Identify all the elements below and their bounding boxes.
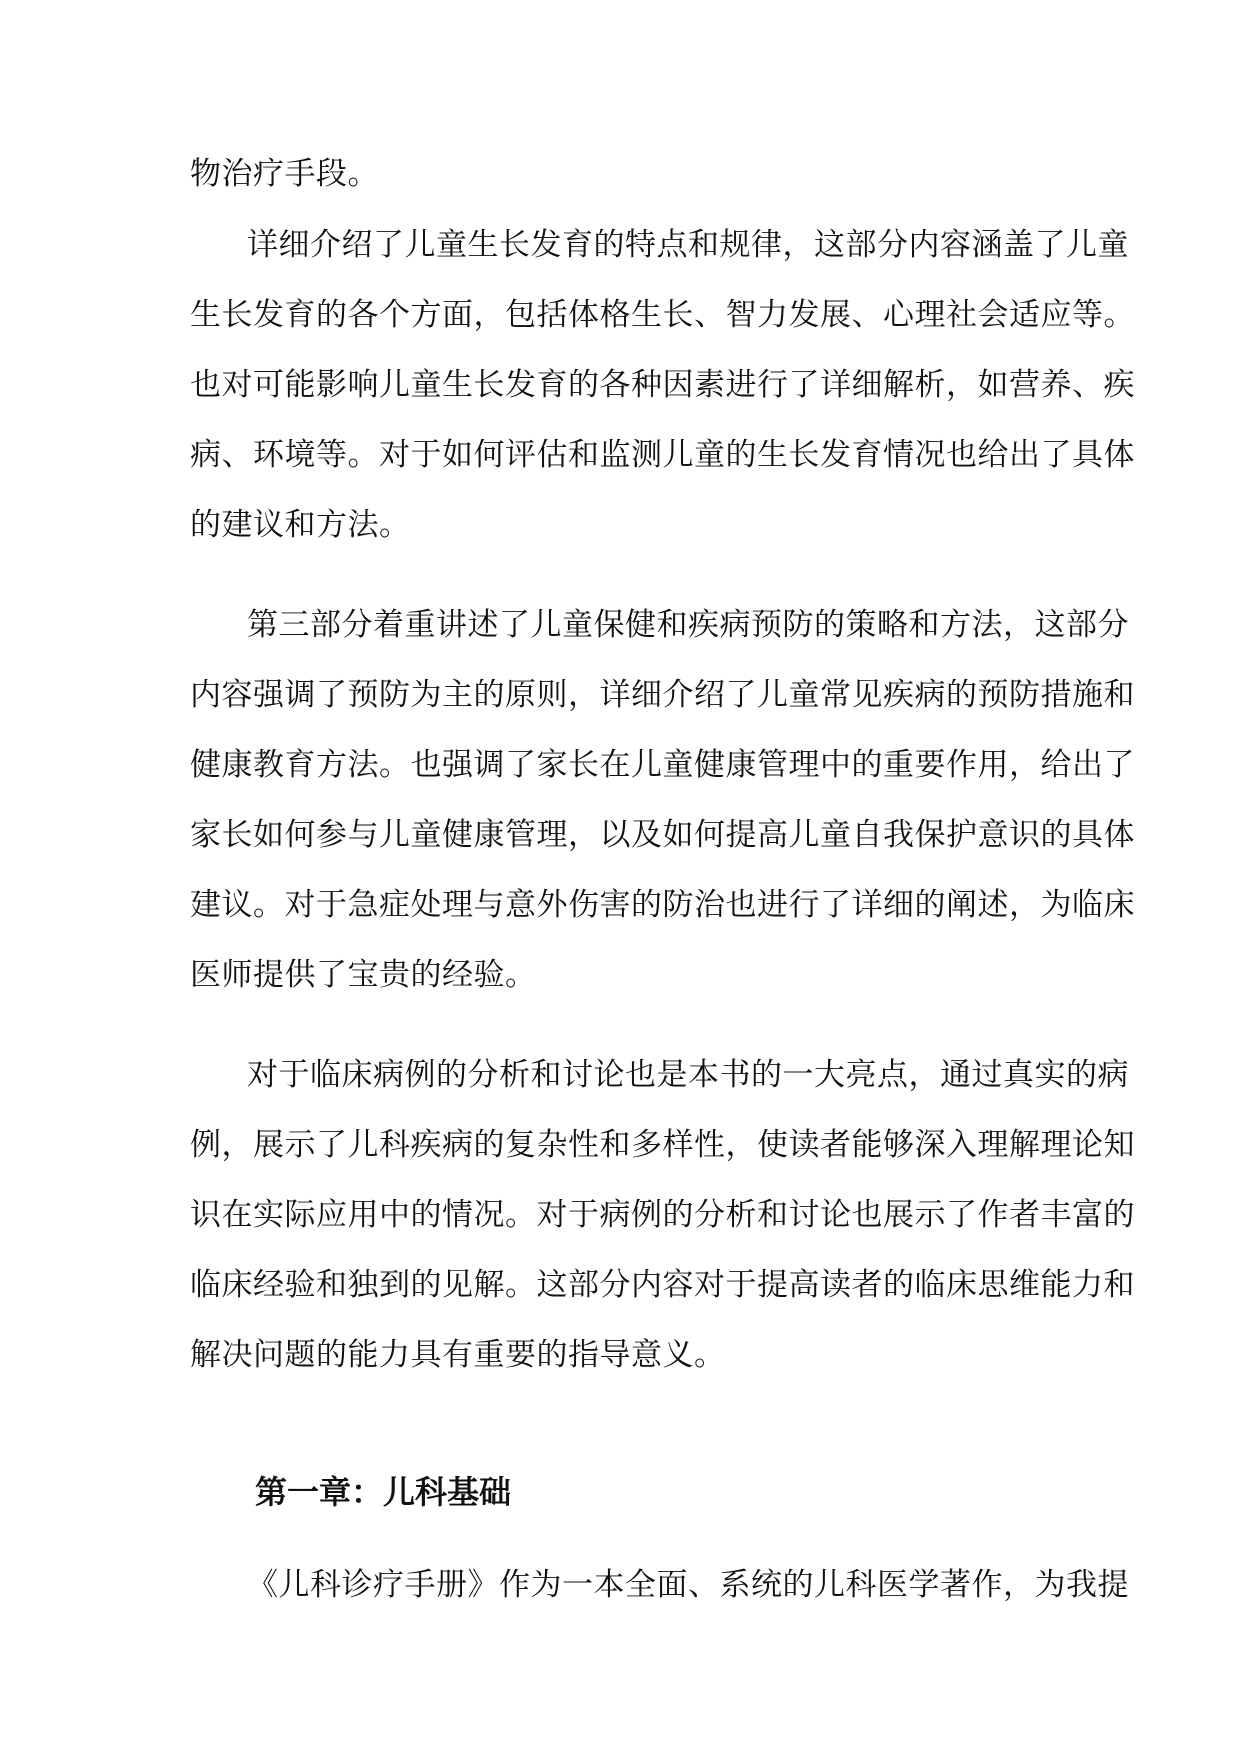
text-line: 《儿科诊疗手册》作为一本全面、系统的儿科医学著作，为我提 bbox=[247, 1567, 1129, 1603]
text-line: 例，展示了儿科疾病的复杂性和多样性，使读者能够深入理解理论知 bbox=[190, 1127, 1135, 1163]
text-line: 病、环境等。对于如何评估和监测儿童的生长发育情况也给出了具体 bbox=[190, 437, 1135, 473]
text-line: 识在实际应用中的情况。对于病例的分析和讨论也展示了作者丰富的 bbox=[190, 1197, 1135, 1233]
text-line: 也对可能影响儿童生长发育的各种因素进行了详细解析，如营养、疾 bbox=[190, 367, 1135, 403]
text-line: 内容强调了预防为主的原则，详细介绍了儿童常见疾病的预防措施和 bbox=[190, 677, 1135, 713]
text-line: 健康教育方法。也强调了家长在儿童健康管理中的重要作用，给出了 bbox=[190, 747, 1135, 783]
text-line: 详细介绍了儿童生长发育的特点和规律，这部分内容涵盖了儿童 bbox=[247, 227, 1129, 263]
text-line: 生长发育的各个方面，包括体格生长、智力发展、心理社会适应等。 bbox=[190, 297, 1135, 333]
text-line: 第三部分着重讲述了儿童保健和疾病预防的策略和方法，这部分 bbox=[247, 607, 1129, 643]
text-line: 临床经验和独到的见解。这部分内容对于提高读者的临床思维能力和 bbox=[190, 1267, 1135, 1303]
text-line: 的建议和方法。 bbox=[190, 507, 411, 543]
text-line: 物治疗手段。 bbox=[190, 156, 379, 192]
text-line: 医师提供了宝贵的经验。 bbox=[190, 957, 537, 993]
text-line: 对于临床病例的分析和讨论也是本书的一大亮点，通过真实的病 bbox=[247, 1057, 1129, 1093]
text-line: 解决问题的能力具有重要的指导意义。 bbox=[190, 1337, 726, 1373]
text-line: 建议。对于急症处理与意外伤害的防治也进行了详细的阐述，为临床 bbox=[190, 887, 1135, 923]
text-line: 家长如何参与儿童健康管理，以及如何提高儿童自我保护意识的具体 bbox=[190, 817, 1135, 853]
chapter-heading: 第一章：儿科基础 bbox=[255, 1473, 512, 1511]
